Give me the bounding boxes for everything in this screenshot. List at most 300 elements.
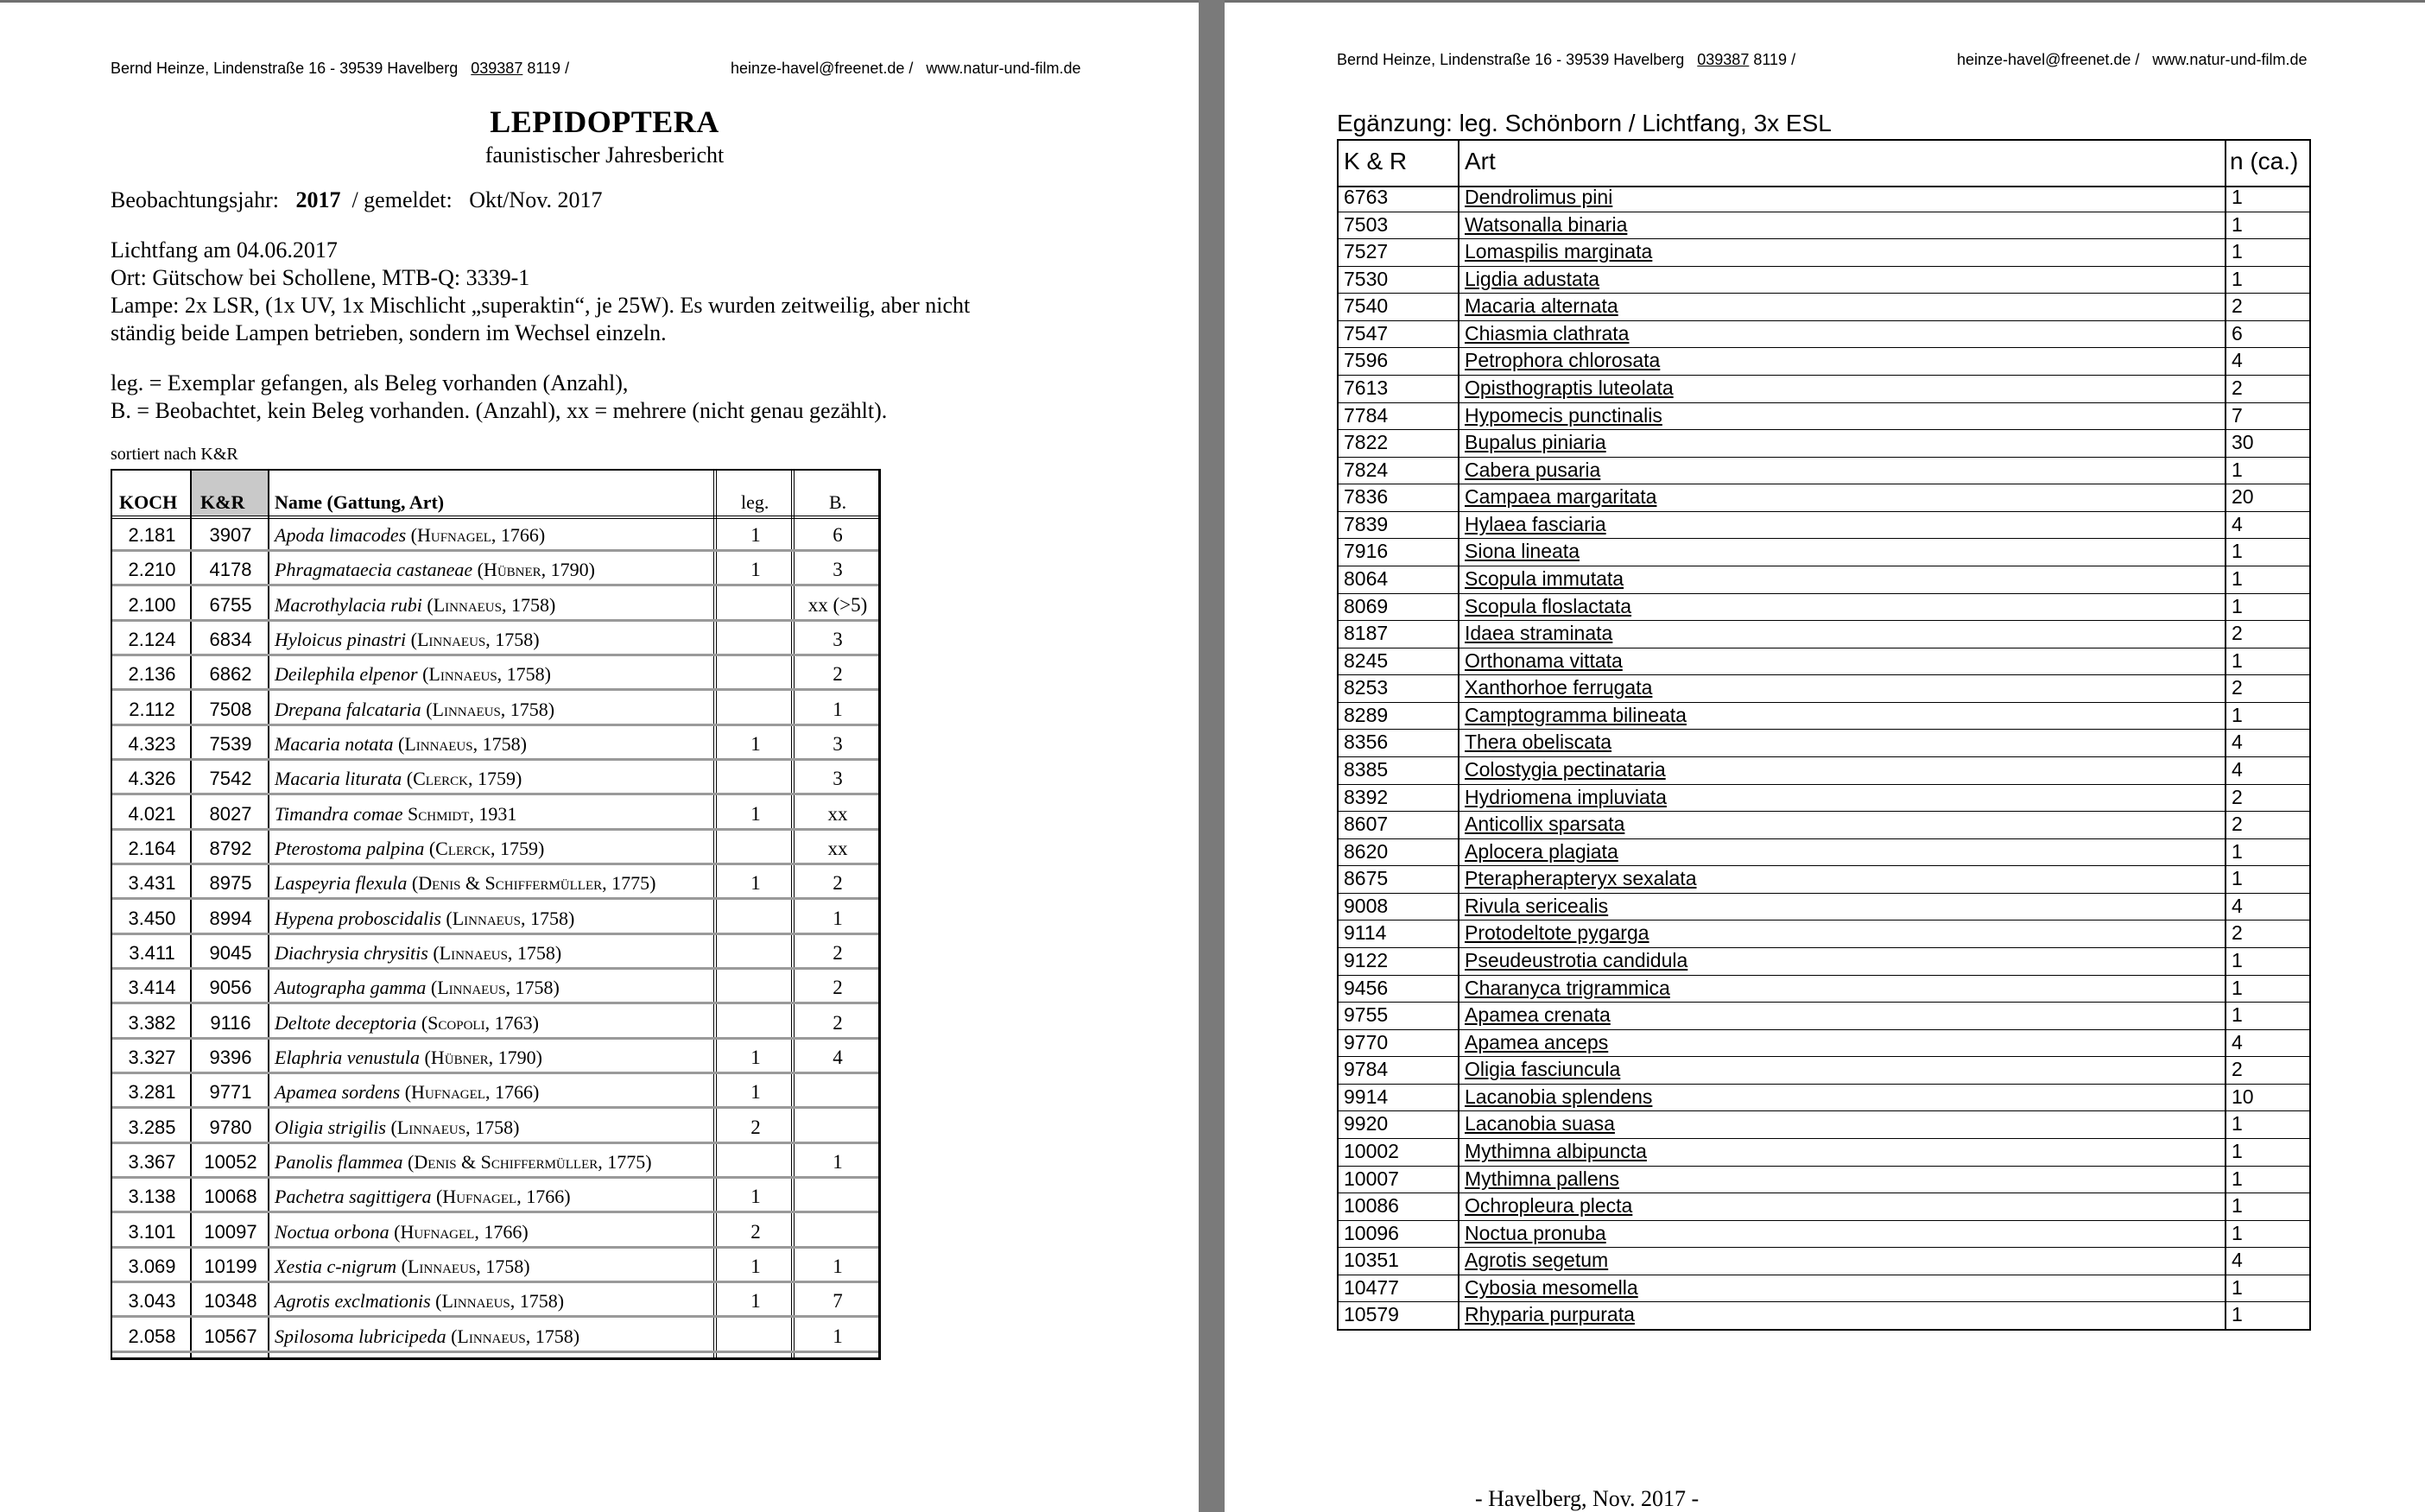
table-row [112, 1216, 878, 1249]
cell-leg: 2 [750, 1116, 761, 1138]
cell-b: 4 [833, 1047, 843, 1068]
species-genus-species: Diachrysia chrysitis [275, 942, 428, 964]
species-genus-species: Apamea sordens [275, 1081, 401, 1104]
table-row [1339, 1247, 2309, 1275]
cell-leg: 1 [750, 802, 761, 825]
cell-koch: 3.411 [129, 942, 175, 964]
cell-koch: 3.431 [128, 872, 176, 895]
table-row [112, 1320, 878, 1353]
table-row [112, 554, 878, 586]
cell-kr: 7784 [1344, 403, 1389, 427]
species-author: (Hufnagel, 1766) [394, 1220, 529, 1243]
table-row [1339, 566, 2309, 594]
cell-art: Protodeltote pygarga [1465, 921, 1649, 945]
col-header-n: n (ca.) [2230, 148, 2299, 174]
cell-count: 2 [2232, 376, 2243, 399]
species-author: Schmidt, 1931 [408, 802, 517, 825]
cell-count: 1 [2232, 839, 2243, 863]
cell-kr: 7527 [1344, 240, 1389, 263]
species-author: (Hübner, 1790) [477, 559, 595, 581]
cell-art: Siona lineata [1465, 540, 1580, 563]
table-row [1339, 484, 2309, 512]
cell-art: Noctua pronuba [1465, 1221, 1606, 1244]
cell-kr: 6763 [1344, 186, 1389, 208]
cell-kr: 9456 [1344, 976, 1389, 999]
species-genus-species: Spilosoma lubricipeda [275, 1325, 446, 1347]
cell-koch: 2.136 [128, 663, 176, 686]
cell-kr: 9784 [1344, 1058, 1389, 1081]
cell-kr: 10052 [204, 1151, 257, 1173]
cell-species-name [275, 1047, 542, 1069]
table-row [112, 867, 878, 900]
footer-place-date: - Havelberg, Nov. 2017 - [1475, 1486, 1700, 1511]
cell-art: Scopula immutata [1465, 567, 1624, 590]
cell-koch: 4.021 [128, 802, 176, 825]
cell-count: 2 [2232, 813, 2243, 836]
cell-b: 2 [833, 1011, 843, 1034]
cell-b: 1 [833, 1256, 843, 1277]
cell-species-name [275, 559, 595, 581]
species-genus-species: Phragmataecia castaneae [275, 559, 473, 581]
species-author: (Hufnagel, 1766) [404, 1081, 540, 1104]
cell-kr: 7839 [1344, 512, 1389, 535]
table-row [1339, 674, 2309, 703]
table-row [112, 1007, 878, 1040]
cell-koch: 3.450 [128, 907, 176, 929]
cell-count: 1 [2232, 458, 2243, 481]
cell-kr: 3907 [209, 524, 252, 546]
cell-kr: 6862 [209, 663, 252, 686]
table-row [112, 728, 878, 761]
cell-b: 7 [833, 1290, 843, 1313]
table-row [1339, 402, 2309, 431]
cell-kr: 8289 [1344, 703, 1389, 726]
cell-koch: 3.043 [128, 1290, 176, 1313]
cell-art: Anticollix sparsata [1465, 813, 1625, 836]
species-author: (Linnaeus, 1758) [401, 1256, 530, 1277]
cell-count: 2 [2232, 294, 2243, 318]
report-page-left [0, 0, 1199, 1512]
species-genus-species: Pterostoma palpina [275, 838, 425, 859]
cell-art: Macaria alternata [1465, 294, 1618, 318]
header-phone-number: 8119 / [527, 60, 570, 77]
cell-species-name [275, 1221, 529, 1243]
cell-count: 1 [2232, 540, 2243, 563]
cell-art: Charanyca trigrammica [1465, 976, 1670, 999]
col-header-koch: KOCH [119, 491, 178, 513]
cell-koch: 3.414 [128, 977, 176, 999]
cell-kr: 8607 [1344, 813, 1389, 836]
cell-kr: 9770 [1344, 1030, 1389, 1053]
cell-koch: 3.069 [128, 1256, 176, 1277]
cell-art: Campaea margaritata [1465, 485, 1657, 509]
species-genus-species: Laspeyria flexula [275, 872, 408, 895]
species-genus-species: Noctua orbona [275, 1220, 389, 1243]
cell-count: 4 [2232, 1030, 2243, 1053]
cell-art: Xanthorhoe ferrugata [1465, 676, 1653, 699]
species-author: (Linnaeus, 1758) [446, 907, 575, 929]
cell-koch: 3.285 [128, 1116, 176, 1138]
cell-count: 10 [2232, 1085, 2254, 1108]
cell-kr: 7547 [1344, 321, 1389, 345]
cell-art: Camptogramma bilineata [1465, 703, 1687, 726]
location-line: Ort: Gütschow bei Schollene, MTB-Q: 3339-1 [111, 265, 530, 290]
cell-kr: 9755 [1344, 1003, 1389, 1027]
species-genus-species: Pachetra sagittigera [275, 1186, 432, 1208]
cell-species-name [275, 977, 560, 999]
cell-art: Pseudeustrotia candidula [1465, 949, 1688, 971]
header-contact [731, 60, 1081, 78]
table-row [1339, 1301, 2309, 1330]
species-author: (Linnaeus, 1758) [410, 629, 540, 650]
cell-leg: 1 [750, 1047, 761, 1068]
species-author: (Denis & Schiffermüller, 1775) [411, 872, 656, 895]
sorted-note: sortiert nach K&R [111, 445, 238, 464]
cell-count: 6 [2232, 321, 2243, 345]
cell-art: Rivula sericealis [1465, 894, 1609, 917]
cell-kr: 7503 [1344, 212, 1389, 236]
cell-koch: 3.382 [128, 1011, 176, 1034]
cell-art: Hydriomena impluviata [1465, 785, 1667, 808]
cell-species-name [275, 872, 655, 895]
table-row [1339, 920, 2309, 948]
species-author: (Hufnagel, 1766) [435, 1186, 571, 1208]
cell-kr: 9914 [1344, 1085, 1389, 1108]
species-author: (Linnaeus, 1758) [451, 1325, 580, 1347]
cell-kr: 9771 [209, 1081, 252, 1104]
table-row [1339, 756, 2309, 785]
species-genus-species: Xestia c-nigrum [275, 1256, 397, 1277]
species-author: (Linnaeus, 1758) [426, 698, 555, 720]
cell-kr: 10348 [204, 1290, 257, 1313]
cell-count: 1 [2232, 186, 2243, 208]
cell-art: Rhyparia purpurata [1465, 1303, 1635, 1326]
cell-leg: 1 [750, 559, 761, 581]
table-row [1339, 1220, 2309, 1249]
cell-count: 1 [2232, 1303, 2243, 1326]
cell-count: 1 [2232, 1194, 2243, 1218]
table-row [1339, 375, 2309, 403]
cell-kr: 10567 [204, 1325, 257, 1347]
table-row [1339, 702, 2309, 731]
species-genus-species: Hypena proboscidalis [275, 907, 441, 929]
cell-kr: 8975 [209, 872, 252, 895]
table-row [1339, 429, 2309, 458]
cell-kr: 9122 [1344, 949, 1389, 971]
table-row [1339, 1138, 2309, 1167]
table-row [1339, 1193, 2309, 1221]
species-author: (Hübner, 1790) [424, 1047, 542, 1068]
cell-count: 2 [2232, 785, 2243, 808]
table-row [1339, 648, 2309, 676]
species-genus-species: Panolis flammea [275, 1151, 403, 1173]
cell-count: 20 [2232, 485, 2254, 509]
table-row [1339, 620, 2309, 648]
cell-koch: 2.181 [128, 524, 176, 546]
cell-kr: 10351 [1344, 1249, 1399, 1272]
cell-art: Orthonama vittata [1465, 648, 1623, 672]
cell-b: 3 [833, 559, 843, 581]
table-row [112, 1111, 878, 1144]
cell-species-name [275, 629, 540, 651]
table-row [1339, 1056, 2309, 1085]
cell-kr: 9056 [209, 977, 252, 999]
cell-species-name [275, 663, 551, 686]
species-author: (Linnaeus, 1758) [422, 663, 551, 686]
table-row [1339, 784, 2309, 813]
cell-kr: 9114 [1344, 921, 1387, 945]
col-header-name: Name (Gattung, Art) [275, 491, 445, 513]
cell-count: 2 [2232, 921, 2243, 945]
cell-kr: 10199 [204, 1256, 257, 1277]
species-author: (Linnaeus, 1758) [433, 942, 562, 964]
cell-art: Apamea crenata [1465, 1003, 1611, 1027]
report-title: LEPIDOPTERA [490, 104, 719, 139]
cell-b: 1 [833, 1325, 843, 1347]
header-address: Bernd Heinze, Lindenstraße 16 - 39539 Havelberg 039387 8119 / [111, 60, 570, 77]
header-phone-prefix: 039387 [471, 60, 523, 77]
cell-kr: 8385 [1344, 758, 1389, 781]
species-author: (Linnaeus, 1758) [390, 1116, 520, 1138]
table-row [1339, 1275, 2309, 1303]
species-author: (Linnaeus, 1758) [430, 977, 560, 999]
species-genus-species: Elaphria venustula [275, 1047, 421, 1068]
cell-count: 7 [2232, 403, 2243, 427]
cell-kr: 8620 [1344, 839, 1389, 863]
cell-kr: 9920 [1344, 1112, 1389, 1136]
col-header-kr-right: K & R [1344, 148, 1408, 174]
cell-count: 1 [2232, 567, 2243, 590]
cell-art: Cybosia mesomella [1465, 1275, 1638, 1299]
cell-art: Ochropleura plecta [1465, 1194, 1633, 1218]
cell-kr: 6834 [209, 629, 252, 650]
session-date: Lichtfang am 04.06.2017 [111, 237, 338, 263]
cell-koch: 3.327 [128, 1047, 176, 1068]
table-row [1339, 212, 2309, 240]
cell-count: 30 [2232, 431, 2254, 454]
cell-kr: 7822 [1344, 431, 1389, 454]
cell-species-name [275, 1186, 571, 1208]
species-author: (Linnaeus, 1758) [427, 593, 556, 616]
species-author: (Scopoli, 1763) [421, 1011, 539, 1034]
cell-art: Aplocera plagiata [1465, 839, 1618, 863]
species-genus-species: Deltote deceptoria [275, 1011, 417, 1034]
col-header-b: B. [829, 491, 847, 513]
supplement-heading: Egänzung: leg. Schönborn / Lichtfang, 3x ESL [1337, 110, 1832, 136]
cell-leg: 1 [750, 1290, 761, 1313]
col-header-art: Art [1465, 148, 1496, 174]
species-genus-species: Apoda limacodes [275, 524, 407, 546]
cell-b: 1 [833, 907, 843, 929]
supplement-table [1337, 139, 2311, 1331]
cell-kr: 10002 [1344, 1140, 1399, 1162]
table-row [1339, 511, 2309, 540]
cell-b: 2 [833, 872, 843, 895]
table-row [1339, 1110, 2309, 1139]
cell-art: Thera obeliscata [1465, 731, 1612, 754]
cell-kr: 8253 [1344, 676, 1389, 699]
cell-species-name [275, 1117, 519, 1139]
cell-species-name [275, 908, 574, 930]
cell-species-name [275, 1256, 530, 1278]
table-row [1339, 1002, 2309, 1030]
table-row [112, 658, 878, 691]
cell-art: Hylaea fasciaria [1465, 512, 1606, 535]
table-row [1339, 729, 2309, 757]
cell-count: 1 [2232, 976, 2243, 999]
species-genus-species: Oligia strigilis [275, 1116, 386, 1138]
cell-species-name [275, 838, 544, 860]
cell-count: 1 [2232, 1140, 2243, 1162]
cell-koch: 3.281 [128, 1081, 176, 1104]
cell-kr: 7824 [1344, 458, 1389, 481]
report-subtitle: faunistischer Jahresbericht [484, 142, 725, 168]
table-row [112, 623, 878, 656]
species-author: (Linnaeus, 1758) [398, 733, 527, 755]
cell-b: 1 [833, 1151, 843, 1173]
table-row [112, 937, 878, 970]
cell-art: Lomaspilis marginata [1465, 240, 1653, 263]
cell-kr: 7542 [209, 768, 252, 790]
species-table [111, 469, 881, 1360]
cell-b: 2 [833, 663, 843, 686]
cell-art: Watsonalla binaria [1465, 212, 1628, 236]
cell-kr: 8356 [1344, 731, 1389, 754]
cell-koch: 3.367 [128, 1151, 176, 1173]
cell-leg: 1 [750, 1186, 761, 1208]
cell-species-name [275, 942, 561, 965]
cell-kr: 8994 [209, 907, 252, 929]
cell-species-name [275, 699, 554, 721]
cell-count: 1 [2232, 1003, 2243, 1027]
table-row [112, 693, 878, 726]
cell-art: Dendrolimus pini [1465, 186, 1613, 208]
cell-art: Apamea anceps [1465, 1030, 1609, 1053]
cell-species-name [275, 1012, 539, 1034]
cell-species-name [275, 1151, 652, 1174]
cell-leg: 1 [750, 1081, 761, 1104]
cell-art: Scopula floslactata [1465, 594, 1632, 617]
cell-koch: 2.058 [128, 1325, 176, 1347]
cell-count: 2 [2232, 622, 2243, 645]
cell-kr: 7916 [1344, 540, 1389, 563]
table-row [112, 762, 878, 795]
cell-art: Petrophora chlorosata [1465, 349, 1661, 372]
cell-count: 4 [2232, 758, 2243, 781]
cell-art: Ligdia adustata [1465, 267, 1600, 290]
cell-kr: 8245 [1344, 648, 1389, 672]
table-row [112, 832, 878, 865]
cell-kr: 10579 [1344, 1303, 1399, 1326]
cell-kr: 8187 [1344, 622, 1389, 645]
table-row [1339, 811, 2309, 839]
table-row [112, 589, 878, 622]
cell-count: 2 [2232, 1058, 2243, 1081]
cell-art: Agrotis segetum [1465, 1249, 1609, 1272]
cell-species-name [275, 1081, 539, 1104]
table-row [1339, 1029, 2309, 1058]
table-row [1339, 865, 2309, 894]
cell-count: 4 [2232, 731, 2243, 754]
species-genus-species: Autographa gamma [275, 977, 427, 999]
cell-kr: 8064 [1344, 567, 1389, 590]
species-author: (Clerck, 1759) [406, 768, 522, 790]
cell-kr: 8069 [1344, 594, 1389, 617]
report-page-right [1225, 0, 2425, 1512]
cell-kr: 7836 [1344, 485, 1389, 509]
cell-species-name [275, 768, 522, 790]
cell-b: xx [827, 838, 848, 859]
table-row [1339, 947, 2309, 976]
reported-date: Okt/Nov. 2017 [469, 187, 603, 212]
cell-count: 1 [2232, 240, 2243, 263]
table-row [1339, 266, 2309, 294]
species-author: (Linnaeus, 1758) [435, 1290, 565, 1313]
cell-art: Opisthograptis luteolata [1465, 376, 1674, 399]
cell-b: xx [827, 802, 848, 825]
species-genus-species: Macaria liturata [275, 768, 402, 790]
cell-count: 1 [2232, 1112, 2243, 1136]
cell-kr: 9780 [209, 1116, 252, 1138]
species-author: (Hufnagel, 1766) [410, 524, 546, 546]
col-header-leg: leg. [741, 491, 769, 513]
cell-art: Hypomecis punctinalis [1465, 403, 1662, 427]
observation-year-line: Beobachtungsjahr: 2017 / gemeldet: Okt/Nov. 2017 [111, 187, 603, 212]
cell-kr: 8392 [1344, 785, 1389, 808]
cell-count: 1 [2232, 1221, 2243, 1244]
cell-koch: 2.164 [128, 838, 176, 859]
cell-b: 1 [833, 698, 843, 720]
cell-art: Pterapherapteryx sexalata [1465, 867, 1697, 890]
cell-count: 1 [2232, 648, 2243, 672]
cell-kr: 7530 [1344, 267, 1389, 290]
cell-b: 2 [833, 942, 843, 964]
cell-count: 1 [2232, 267, 2243, 290]
legend-b: B. = Beobachtet, kein Beleg vorhanden. (Anzahl), xx = mehrere (nicht genau gezählt). [111, 398, 888, 423]
cell-art: Chiasmia clathrata [1465, 321, 1630, 345]
cell-count: 1 [2232, 703, 2243, 726]
lamp-line-1: Lampe: 2x LSR, (1x UV, 1x Mischlicht „superaktin“, je 25W). Es wurden zeitweilig, aber nicht [111, 293, 971, 318]
cell-count: 1 [2232, 949, 2243, 971]
legend-leg: leg. = Exemplar gefangen, als Beleg vorhanden (Anzahl), [111, 370, 629, 395]
species-genus-species: Macaria notata [275, 733, 394, 755]
cell-count: 4 [2232, 349, 2243, 372]
cell-kr: 4178 [209, 559, 252, 581]
observation-year: 2017 [295, 187, 341, 212]
cell-count: 4 [2232, 894, 2243, 917]
table-row [112, 902, 878, 935]
cell-kr: 8792 [209, 838, 252, 859]
cell-art: Lacanobia splendens [1465, 1085, 1653, 1108]
cell-art: Mythimna albipuncta [1465, 1140, 1647, 1162]
cell-kr: 10068 [204, 1186, 257, 1208]
cell-b: 3 [833, 629, 843, 650]
table-row [112, 798, 878, 831]
cell-leg: 2 [750, 1220, 761, 1243]
cell-kr: 9045 [209, 942, 252, 964]
cell-kr: 10477 [1344, 1275, 1399, 1299]
cell-leg: 1 [750, 1256, 761, 1277]
cell-leg: 1 [750, 733, 761, 755]
header-email: heinze-havel@freenet.de / [731, 60, 914, 77]
species-genus-species: Timandra comae [275, 802, 403, 825]
table-row [112, 1285, 878, 1318]
table-row [112, 1041, 878, 1074]
cell-art: Bupalus piniaria [1465, 431, 1606, 454]
table-row [1339, 293, 2309, 321]
cell-count: 4 [2232, 1249, 2243, 1272]
table-row [112, 1180, 878, 1213]
